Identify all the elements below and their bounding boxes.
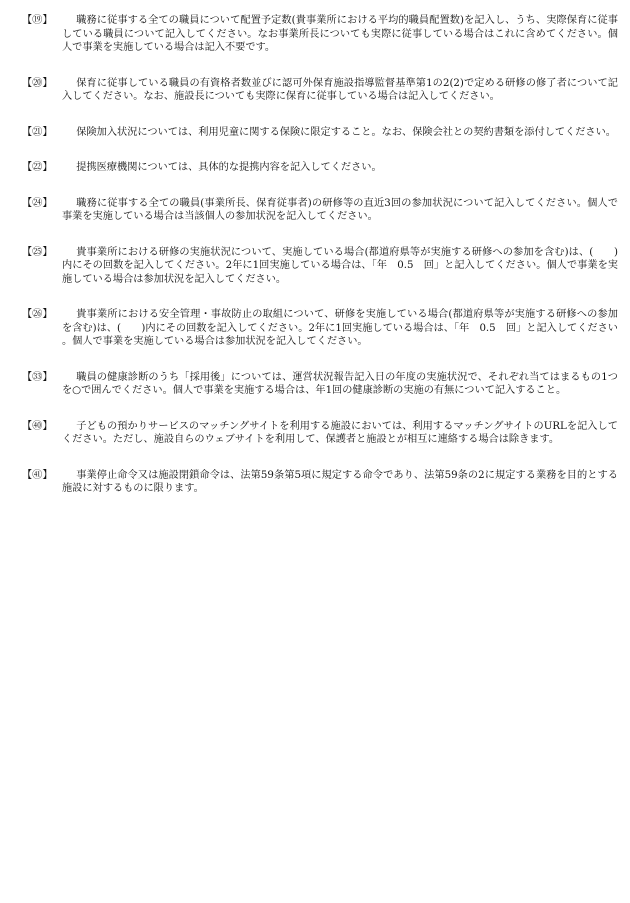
note-24	[22, 197, 618, 224]
note-20	[22, 77, 618, 104]
note-text: 事業停止命令又は施設閉鎖命令は、法第59条第5項に規定する命令であり、法第59条の2に規定する業務を目的とする施設に対するものに限ります。	[62, 469, 618, 494]
note-number: 【㊶】	[22, 469, 53, 481]
note-number: 【㉒】	[22, 162, 53, 173]
note-text: 貴事業所における研修の実施状況について、実施している場合(都道府県等が実施する研修への参加を含む)は、( )内にその回数を記入してください。2年に1回実施している場合は、「年 0.5 回」と記入してください。個人で事業を実施している場合は参加状況を記入してください。	[62, 246, 618, 285]
note-number: 【⑲】	[22, 15, 53, 26]
note-text: 職務に従事する全ての職員(事業所長、保育従事者)の研修等の直近3回の参加状況について記入してください。個人で事業を実施している場合は当該個人の参加状況を記入してください。	[62, 197, 618, 222]
note-number: 【㉔】	[22, 197, 53, 209]
note-41	[22, 469, 618, 496]
note-text: 職務に従事する全ての職員について配置予定数(貴事業所における平均的職員配置数)を記入し、うち、実際保育に従事している職員について記入してください。なお事業所長についても実際に従事している場合はこれに含めてください。個人で事業を実施している場合は記入不要です。	[62, 15, 618, 53]
note-text: 子どもの預かりサービスのマッチングサイトを利用する施設においては、利用するマッチングサイトのURLを記入してください。ただし、施設自らのウェブサイトを利用して、保護者と施設とが相互に連絡する場合は除きます。	[62, 420, 618, 445]
note-40	[22, 420, 618, 447]
note-number: 【㉕】	[22, 246, 53, 258]
note-text: 貴事業所における安全管理・事故防止の取組について、研修を実施している場合(都道府県等が実施する研修への参加を含む)は、( )内にその回数を記入してください。2年に1回実施している場合は、「年 0.5 回」と記入してください。個人で事業を実施している場合は参加状況を記入してください。	[62, 309, 618, 347]
notes-list	[22, 14, 618, 518]
note-text: 保険加入状況については、利用児童に関する保険に限定すること。なお、保険会社との契約書類を添付してください。	[76, 126, 616, 138]
note-text: 職員の健康診断のうち「採用後」については、運営状況報告記入日の年度の実施状況で、それぞれ当てはまるもの1つを○で囲んでください。個人で事業を実施する場合は、年1回の健康診断の実施の有無について記入すること。	[62, 371, 618, 396]
note-25	[22, 246, 618, 287]
note-22	[22, 161, 618, 175]
note-26	[22, 308, 618, 349]
note-number: 【㉝】	[22, 371, 53, 383]
note-number: 【㉑】	[22, 126, 53, 138]
note-number: 【㉖】	[22, 309, 53, 320]
note-21	[22, 126, 618, 140]
note-33	[22, 371, 618, 398]
note-text: 提携医療機関については、具体的な提携内容を記入してください。	[76, 162, 382, 173]
note-text: 保育に従事している職員の有資格者数並びに認可外保育施設指導監督基準第1の2(2)で定める研修の修了者について記入してください。なお、施設長についても実際に保育に従事している場合は記入してください。	[62, 77, 618, 102]
note-number: 【⑳】	[22, 77, 53, 89]
note-number: 【㊵】	[22, 420, 53, 432]
note-19	[22, 14, 618, 55]
